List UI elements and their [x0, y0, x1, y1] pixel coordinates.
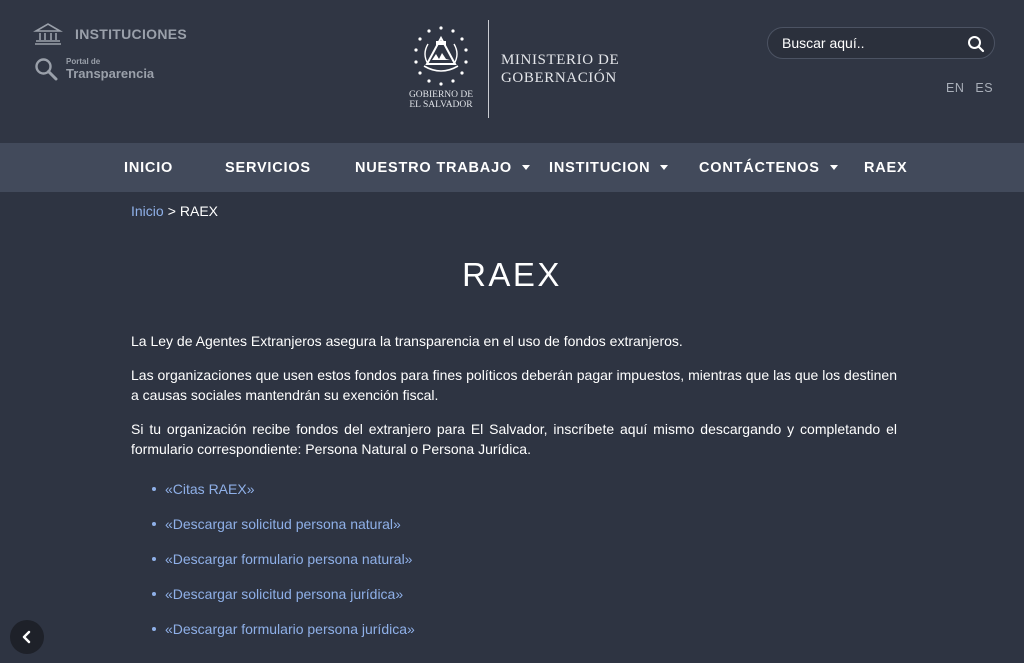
nav-item-institucion[interactable] — [549, 143, 668, 192]
ministry-name — [501, 51, 619, 87]
nav-label: RAEX — [864, 159, 908, 176]
download-links-list — [131, 479, 897, 654]
nav-item-contactenos[interactable] — [699, 143, 838, 192]
gov-caption-line2: EL SALVADOR — [409, 100, 473, 110]
breadcrumb — [131, 203, 218, 219]
juridical-request-link[interactable]: «Descargar solicitud persona jurídica» — [165, 585, 404, 602]
institutions-label: INSTITUCIONES — [75, 26, 188, 42]
language-switcher — [946, 81, 993, 95]
paragraph-intro: La Ley de Agentes Extranjeros asegura la transparencia en el uso de fondos extranjeros. — [131, 333, 683, 349]
nav-label: CONTÁCTENOS — [699, 159, 820, 176]
citas-raex-link[interactable]: «Citas RAEX» — [165, 480, 255, 497]
paragraph-registration: Si tu organización recibe fondos del extranjero para El Salvador, inscríbete aquí mismo descargando y completando el formulario correspondiente: Persona Natural o Persona Jurídica. — [131, 420, 897, 457]
gov-caption-line1: GOBIERNO DE — [408, 90, 474, 100]
magnifier-icon — [34, 57, 58, 81]
chevron-down-icon — [522, 165, 530, 170]
breadcrumb-separator: > — [167, 203, 176, 219]
nav-label: INSTITUCION — [549, 159, 651, 176]
juridical-form-link[interactable]: «Descargar formulario persona jurídica» — [165, 620, 415, 637]
nav-item-inicio[interactable] — [124, 143, 173, 192]
main-nav — [0, 143, 1024, 192]
search-icon[interactable] — [967, 35, 985, 53]
transparency-text — [66, 58, 154, 80]
coat-of-arms-icon — [406, 24, 476, 86]
chevron-down-icon — [830, 165, 838, 170]
search-box — [767, 27, 995, 59]
logo-divider — [488, 20, 489, 118]
government-logo[interactable] — [402, 18, 632, 120]
breadcrumb-current: RAEX — [179, 203, 218, 219]
nav-label: SERVICIOS — [225, 159, 311, 176]
nav-item-raex[interactable] — [864, 143, 908, 192]
gov-caption — [402, 90, 480, 110]
transparency-big-label: Transparencia — [66, 66, 155, 81]
lang-en[interactable]: EN — [946, 81, 965, 95]
transparency-small-label: Portal de — [66, 57, 101, 66]
nav-label: NUESTRO TRABAJO — [355, 159, 513, 176]
transparency-portal-link[interactable] — [34, 57, 154, 81]
list-item — [131, 514, 897, 549]
chevron-down-icon — [660, 165, 668, 170]
chevron-left-icon — [20, 630, 34, 644]
list-item — [131, 619, 897, 654]
page-title: RAEX — [462, 256, 562, 293]
site-header — [0, 0, 1024, 143]
back-button[interactable] — [10, 620, 44, 654]
search-input[interactable] — [782, 35, 962, 51]
nav-item-servicios[interactable] — [225, 143, 311, 192]
nav-item-nuestro-trabajo[interactable] — [355, 143, 530, 192]
main-content — [131, 331, 897, 654]
paragraph-taxes: Las organizaciones que usen estos fondos para fines políticos deberán pagar impuestos, mientras que las que los destinen a causas sociales mantendrán su exención fiscal. — [131, 366, 897, 403]
lang-es[interactable]: ES — [975, 81, 994, 95]
list-item — [131, 549, 897, 584]
list-item — [131, 479, 897, 514]
ministry-line2: GOBERNACIÓN — [501, 70, 617, 86]
building-icon — [33, 22, 63, 46]
natural-request-link[interactable]: «Descargar solicitud persona natural» — [165, 515, 401, 532]
list-item — [131, 584, 897, 619]
natural-form-link[interactable]: «Descargar formulario persona natural» — [165, 550, 413, 567]
ministry-line1: MINISTERIO DE — [501, 52, 620, 68]
breadcrumb-home-link[interactable]: Inicio — [131, 203, 164, 219]
institutions-link[interactable] — [33, 22, 187, 46]
nav-label: INICIO — [124, 159, 174, 176]
